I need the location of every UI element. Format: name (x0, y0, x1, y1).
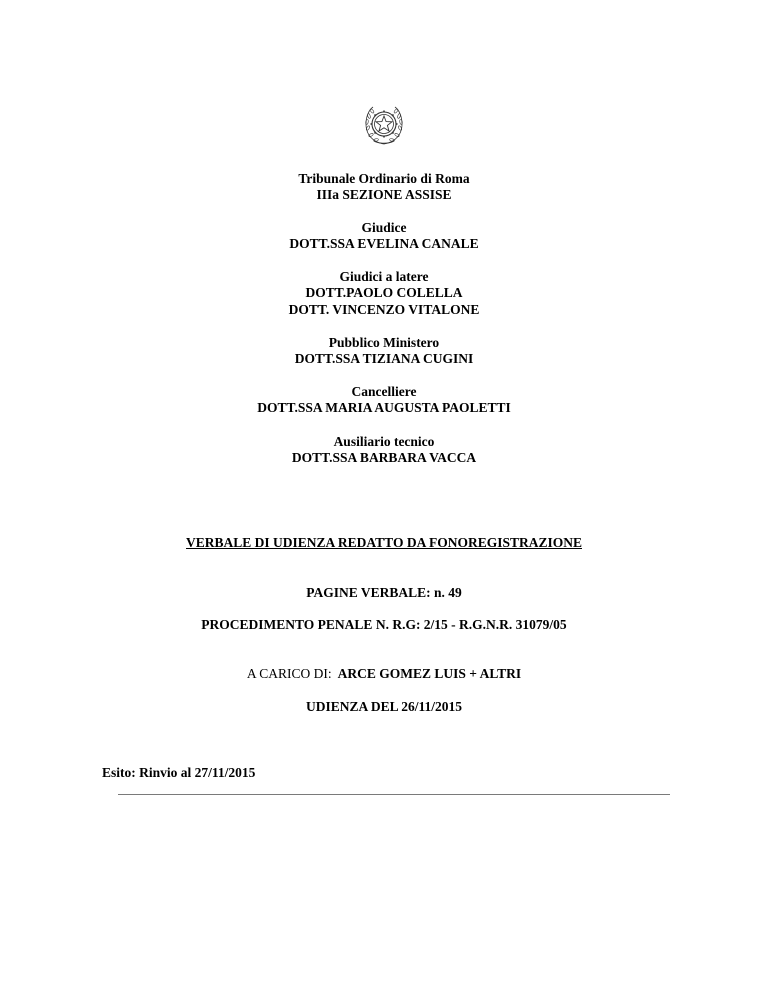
prosecutor-name: DOTT.SSA TIZIANA CUGINI (294, 351, 474, 366)
defendants-line (0, 665, 768, 683)
judge-name: DOTT.SSA EVELINA CANALE (289, 236, 479, 251)
prosecutor-label: Pubblico Ministero (328, 335, 440, 350)
proceeding-number: PROCEDIMENTO PENALE N. R.G: 2/15 - R.G.N.R. 31079/05 (201, 617, 567, 632)
technician-label: Ausiliario tecnico (333, 434, 435, 449)
divider (118, 794, 670, 795)
report-title: VERBALE DI UDIENZA REDATTO DA FONOREGISTRAZIONE (186, 535, 582, 550)
hearing-date: UDIENZA DEL 26/11/2015 (305, 699, 463, 714)
technician-name: DOTT.SSA BARBARA VACCA (291, 450, 477, 465)
side-judge-name: DOTT. VINCENZO VITALONE (288, 302, 480, 317)
clerk-name: DOTT.SSA MARIA AUGUSTA PAOLETTI (257, 400, 511, 415)
defendants-label: A CARICO DI: (246, 666, 332, 681)
italian-republic-emblem-icon (360, 98, 408, 148)
hearing-outcome: Esito: Rinvio al 27/11/2015 (102, 765, 256, 780)
defendants-value: ARCE GOMEZ LUIS + ALTRI (337, 666, 522, 681)
clerk-label: Cancelliere (351, 384, 417, 399)
court-name: Tribunale Ordinario di Roma (298, 171, 470, 186)
report-pages: PAGINE VERBALE: n. 49 (306, 585, 462, 600)
judge-label: Giudice (361, 220, 407, 235)
side-judges-label: Giudici a latere (339, 269, 429, 284)
side-judge-name: DOTT.PAOLO COLELLA (305, 285, 463, 300)
court-section: IIIa SEZIONE ASSISE (316, 187, 452, 202)
